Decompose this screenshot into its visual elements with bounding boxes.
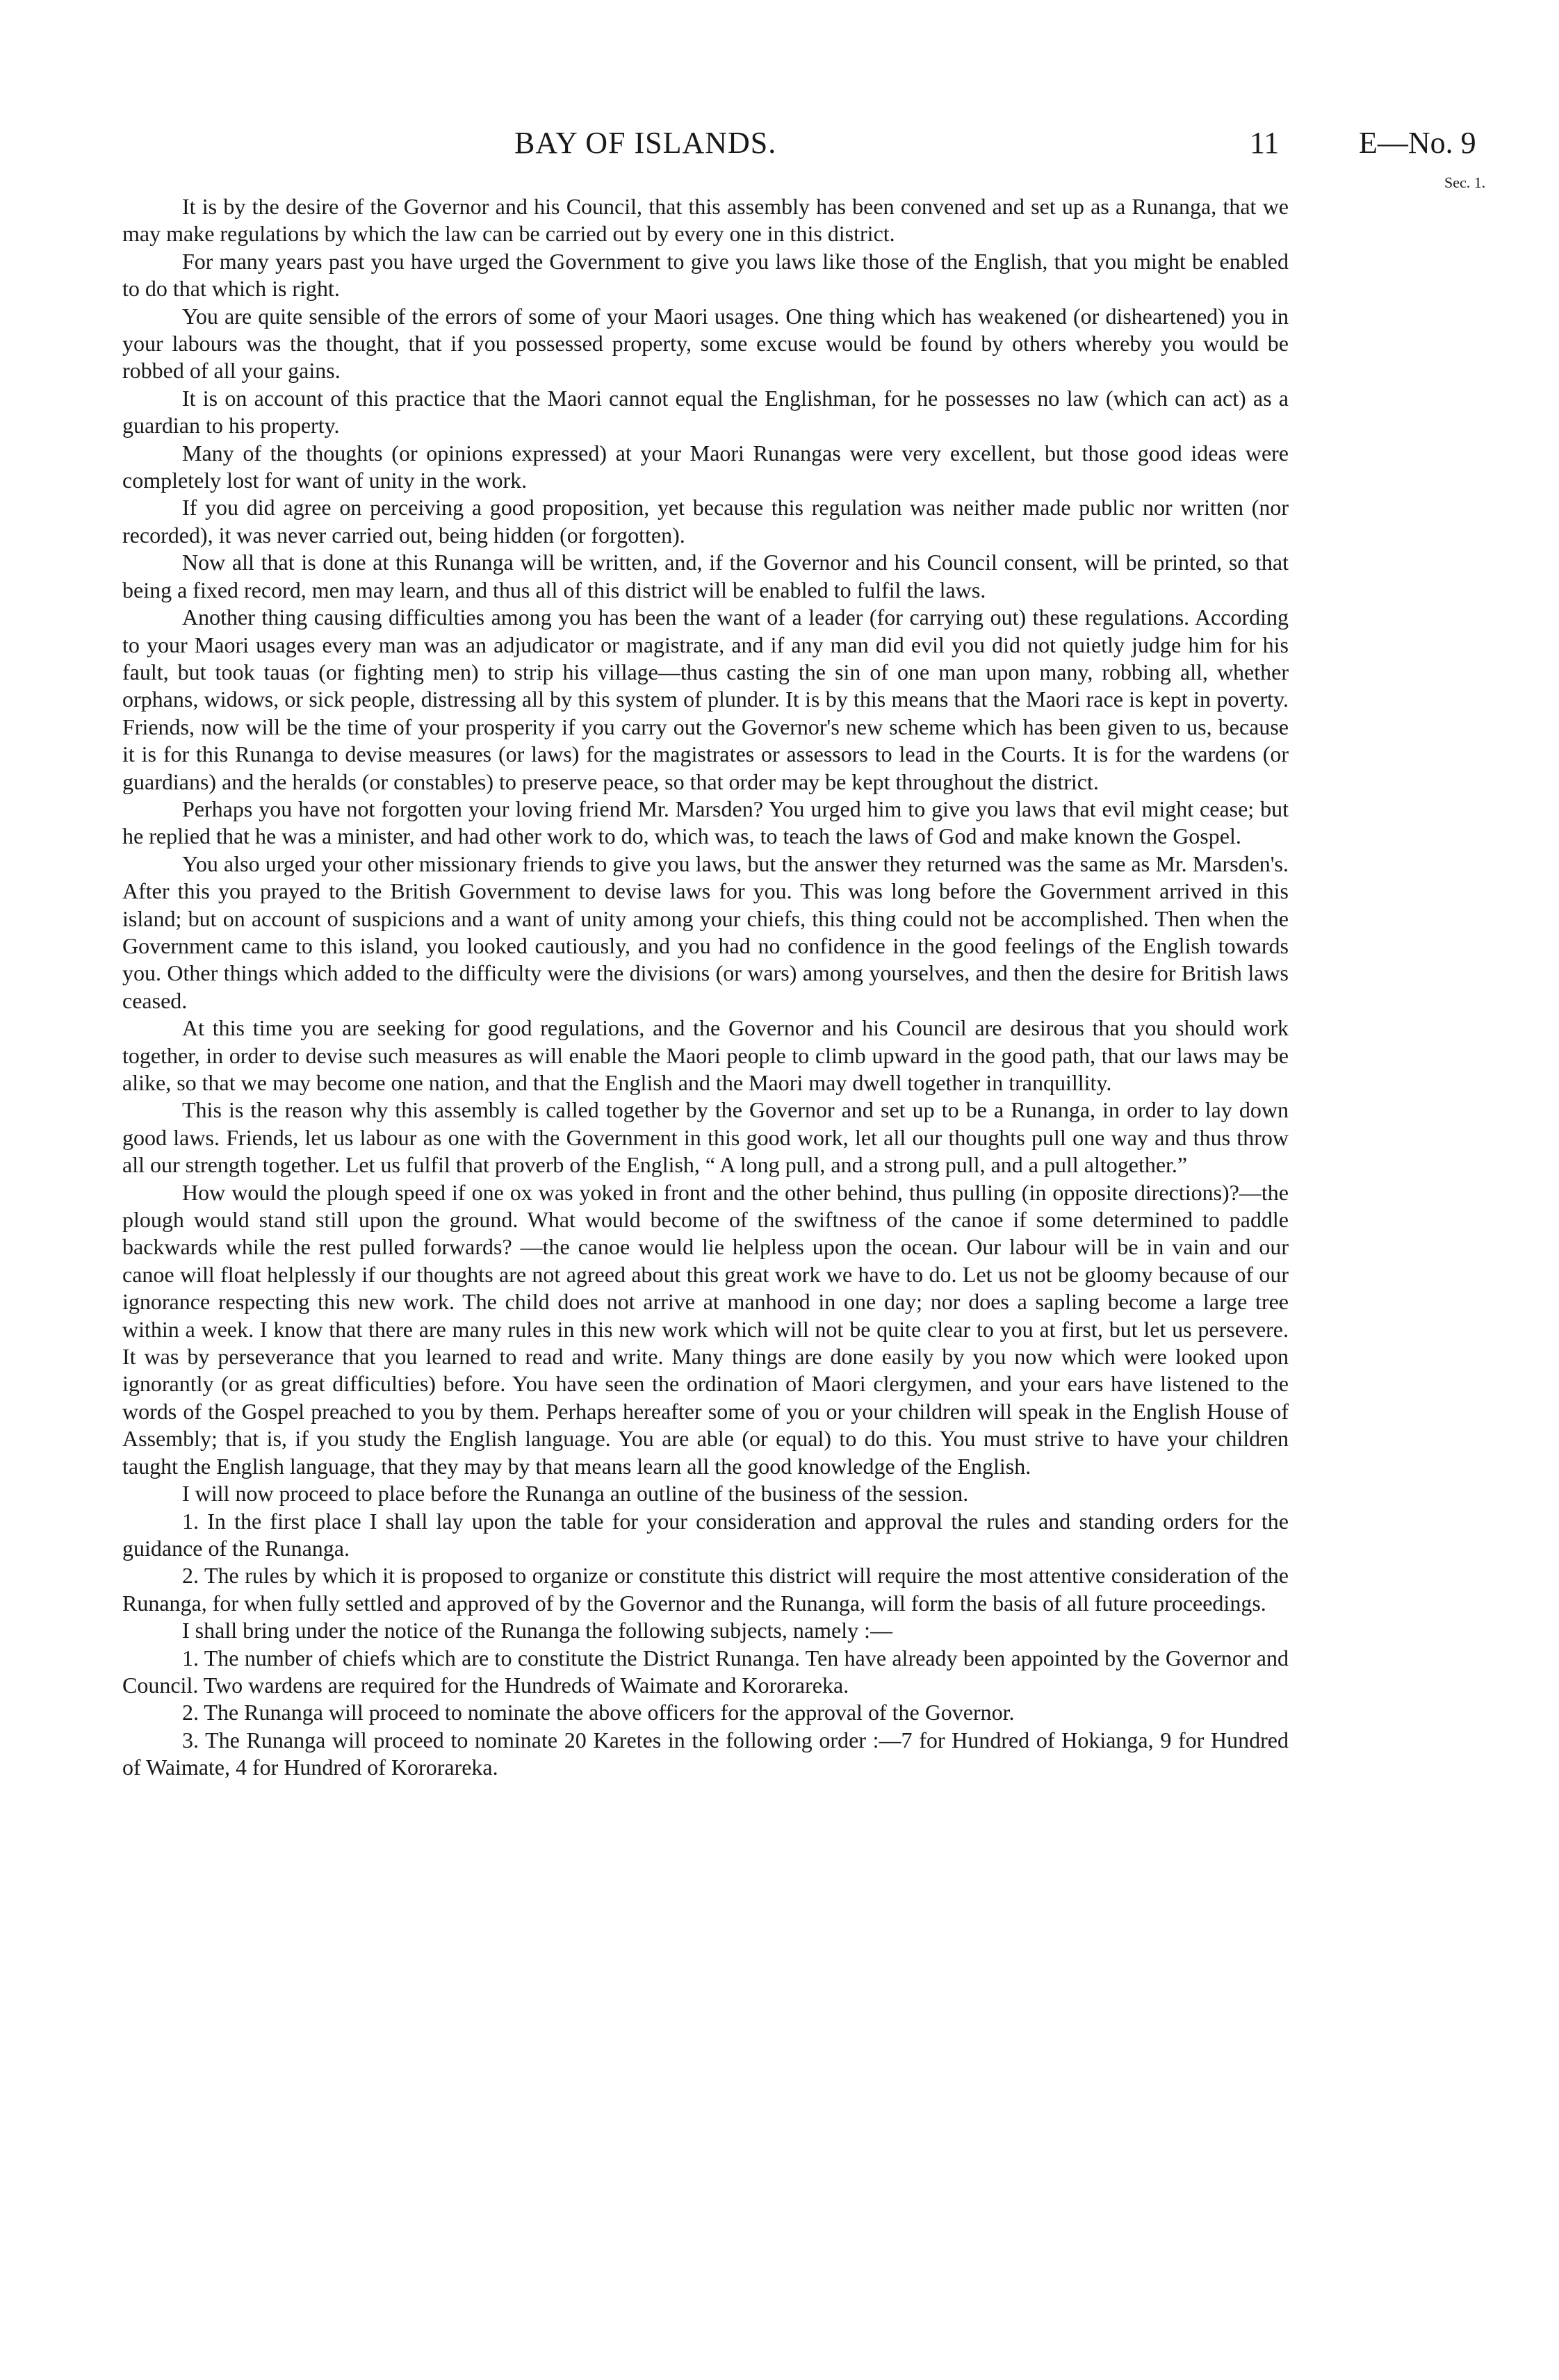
- list-item: 1. In the first place I shall lay upon the table for your consideration and approval the rules and standing orders for the guidance of the Runanga.: [122, 1508, 1289, 1561]
- page-number: 11: [1250, 126, 1280, 160]
- paragraph: You are quite sensible of the errors of some of your Maori usages. One thing which has weakened (or disheartened) you in your labours was the thought, that if you possessed property, some excuse would be found by others whereby you would be robbed of all your gains.: [122, 303, 1289, 384]
- paragraph: This is the reason why this assembly is called together by the Governor and set up to be a Runanga, in order to lay down good laws. Friends, let us labour as one with the Government in this good work, let all our thoughts pull one way and thus throw all our strength together. Let us fulfil that proverb of the English, “ A long pull, and a strong pull, and a pull altogether.”: [122, 1097, 1289, 1178]
- list-item: 1. The number of chiefs which are to constitute the District Runanga. Ten have already been appointed by the Governor and Council. Two wardens are required for the Hundreds of Waimate and Kororareka.: [122, 1645, 1289, 1698]
- section-reference: Sec. 1.: [1444, 174, 1486, 191]
- paragraph: You also urged your other missionary friends to give you laws, but the answer they returned was the same as Mr. Marsden's. After this you prayed to the British Government to devise laws for you. This was long before the Government arrived in this island; but on account of suspicions and a want of unity among your chiefs, this thing could not be accomplished. Then when the Government came to this island, you looked cautiously, and you had no confidence in the good feelings of the English towards you. Other things which added to the difficulty were the divisions (or wars) among yourselves, and then the desire for British laws ceased.: [122, 851, 1289, 1013]
- list-item: 2. The rules by which it is proposed to organize or constitute this district will require the most attentive consideration of the Runanga, for when fully settled and approved of by the Governor and the Runanga, will form the basis of all future proceedings.: [122, 1563, 1289, 1616]
- paragraph: I will now proceed to place before the Runanga an outline of the business of the session.: [182, 1481, 969, 1507]
- paragraph: Now all that is done at this Runanga will be written, and, if the Governor and his Council consent, will be printed, so that being a fixed record, men may learn, and thus all of this district will be enabled to fulfil the laws.: [122, 550, 1289, 602]
- paragraph: For many years past you have urged the Government to give you laws like those of the English, that you might be enabled to do that which is right.: [122, 248, 1289, 302]
- list-item: 2. The Runanga will proceed to nominate the above officers for the approval of the Governor.: [182, 1700, 1015, 1725]
- paragraph: At this time you are seeking for good regulations, and the Governor and his Council are desirous that you should work together, in order to devise such measures as will enable the Maori people to climb upward in the good path, that our laws may be alike, so that we may become one nation, and that the English and the Maori may dwell together in tranquillity.: [122, 1015, 1289, 1095]
- paragraph: Another thing causing difficulties among you has been the want of a leader (for carrying out) these regulations. According to your Maori usages every man was an adjudicator or magistrate, and if any man did evil you did not quietly judge him for his fault, but took tauas (or fighting men) to strip his village—thus casting the sin of one man upon many, robbing all, whether orphans, widows, or sick people, distressing all by this system of plunder. It is by this means that the Maori race is kept in poverty. Friends, now will be the time of your prosperity if you carry out the Governor's new scheme which has been given to us, because it is for this Runanga to devise measures (or laws) for the magistrates or assessors to lead in the Courts. It is for the wardens (or guardians) and the heralds (or constables) to preserve peace, so that order may be kept throughout the district.: [122, 605, 1289, 794]
- paragraph: It is on account of this practice that the Maori cannot equal the Englishman, for he possesses no law (which can act) as a guardian to his property.: [122, 385, 1289, 438]
- paragraph: Many of the thoughts (or opinions expressed) at your Maori Runangas were very excellent, but those good ideas were completely lost for want of unity in the work.: [122, 440, 1289, 493]
- list-item: 3. The Runanga will proceed to nominate 20 Karetes in the following order :—7 for Hundred of Hokianga, 9 for Hundred of Waimate, 4 for Hundred of Kororareka.: [122, 1727, 1289, 1780]
- document-reference: E—No. 9: [1359, 126, 1476, 160]
- page-header: [0, 125, 1559, 167]
- paragraph: If you did agree on perceiving a good proposition, yet because this regulation was neither made public nor written (nor recorded), it was never carried out, being hidden (or forgotten).: [122, 495, 1289, 548]
- paragraph: Perhaps you have not forgotten your loving friend Mr. Marsden? You urged him to give you laws that evil might cease; but he replied that he was a minister, and had other work to do, which was, to teach the laws of God and make known the Gospel.: [122, 796, 1289, 849]
- paragraph: I shall bring under the notice of the Runanga the following subjects, namely :—: [182, 1618, 892, 1643]
- running-title: BAY OF ISLANDS.: [514, 126, 777, 160]
- paragraph: How would the plough speed if one ox was yoked in front and the other behind, thus pulling (in opposite directions)?—the plough would stand still upon the ground. What would become of the swiftness of the canoe if some determined to paddle backwards while the rest pulled forwards? —the canoe would lie helpless upon the ocean. Our labour will be in vain and our canoe will float helplessly if our thoughts are not agreed about this great work we have to do. Let us not be gloomy because of our ignorance respecting this new work. The child does not arrive at manhood in one day; nor does a sapling become a large tree within a week. I know that there are many rules in this new work which will not be quite clear to you at first, but let us persevere. It was by perseverance that you learned to read and write. Many things are done easily by you now which were looked upon ignorantly (or as great difficulties) before. You have seen the ordination of Maori clergymen, and your ears have listened to the words of the Gospel preached to you by them. Perhaps hereafter some of you or your children will speak in the English House of Assembly; that is, if you study the English language. You are able (or equal) to do this. You must strive to have your children taught the English language, that they may by that means learn all the good knowledge of the English.: [122, 1179, 1289, 1479]
- body-text: [122, 193, 1289, 1782]
- paragraph: It is by the desire of the Governor and his Council, that this assembly has been convened and set up as a Runanga, that we may make regulations by which the law can be carried out by every one in this district.: [122, 194, 1289, 247]
